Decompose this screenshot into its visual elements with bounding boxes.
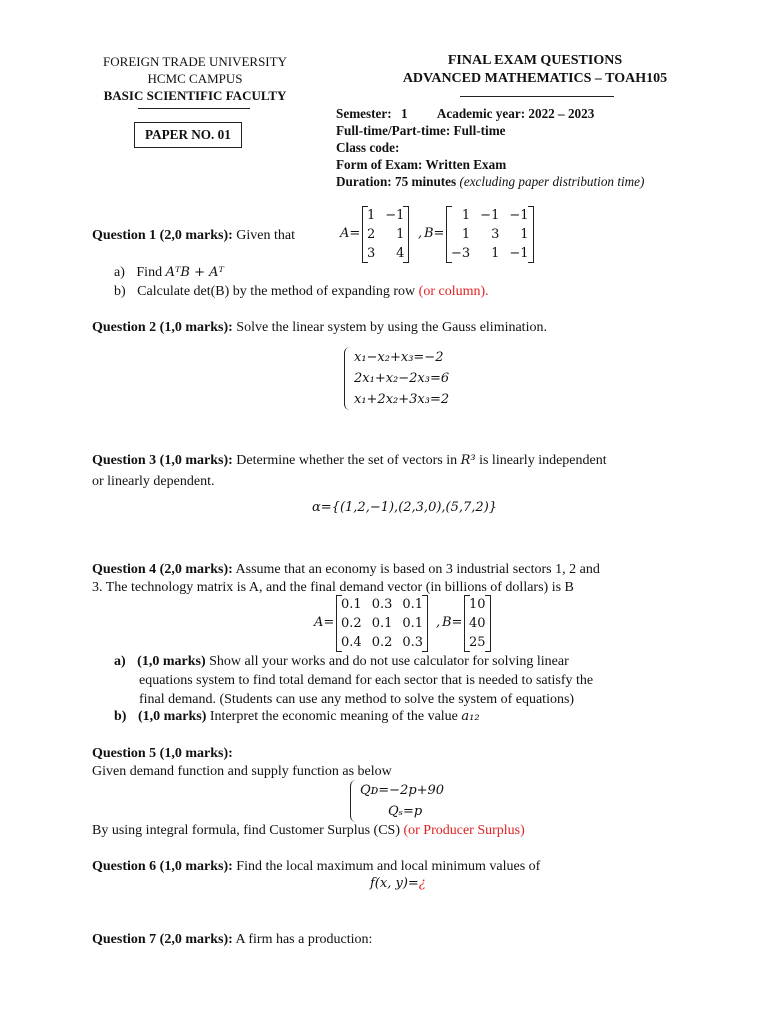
q3-space: R³ bbox=[460, 453, 476, 468]
matrix-cell: 4 bbox=[396, 246, 405, 261]
q1-matrix-a-name: A= bbox=[340, 226, 361, 241]
form-line: Form of Exam: Written Exam bbox=[336, 157, 507, 172]
q2-eq1: x₁−x₂+x₃=−2 bbox=[354, 350, 444, 365]
matrix-cell: −1 bbox=[480, 208, 500, 223]
q6-text: Find the local maximum and local minimum values of bbox=[236, 859, 541, 874]
q5-red-note: (or Producer Surplus) bbox=[403, 823, 525, 838]
matrix-cell: −1 bbox=[509, 208, 529, 223]
q6-func: f(x, y)= bbox=[370, 876, 419, 891]
matrix-cell: 1 bbox=[461, 227, 471, 242]
paper-number: PAPER NO. 01 bbox=[145, 127, 231, 142]
q1-part-a-expr: AᵀB + Aᵀ bbox=[165, 265, 224, 280]
mode-line: Full-time/Part-time: Full-time bbox=[336, 123, 506, 138]
q4-stem bbox=[92, 560, 742, 579]
matrix-cell: 0.1 bbox=[371, 616, 393, 631]
q4-matrix-b-name: B= bbox=[442, 615, 463, 630]
matrix-cell: 0.3 bbox=[402, 635, 424, 650]
matrix-cell: −1 bbox=[385, 208, 405, 223]
q3-text1: Determine whether the set of vectors in bbox=[236, 453, 458, 468]
semester-label: Semester: bbox=[336, 106, 392, 121]
q3-vector-set: α={(1,2,−1),(2,3,0),(5,7,2)} bbox=[312, 500, 498, 515]
q4-part-a-text1: Show all your works and do not use calculator for solving linear bbox=[209, 654, 569, 669]
q6-label: Question 6 (1,0 marks): bbox=[92, 859, 233, 874]
q1-part-b bbox=[114, 282, 489, 301]
q4-part-a-line2: equations system to find total demand for each sector that is needed to satisfy the bbox=[139, 673, 594, 688]
q2-eq2: 2x₁+x₂−2x₃=6 bbox=[354, 371, 450, 386]
header-left-rule bbox=[138, 108, 250, 109]
q2-system bbox=[354, 347, 449, 410]
q6-stem bbox=[92, 857, 540, 876]
matrix-cell: −3 bbox=[451, 246, 471, 261]
matrix-cell: 1 bbox=[367, 208, 376, 223]
q3-line2: or linearly dependent. bbox=[92, 474, 215, 489]
faculty-name: BASIC SCIENTIFIC FACULTY bbox=[103, 88, 287, 103]
q4-part-a-label: (1,0 marks) bbox=[137, 654, 206, 669]
q4-part-b-label: (1,0 marks) bbox=[137, 709, 207, 724]
q5-supply: Qₛ=p bbox=[388, 804, 423, 819]
q1-part-b-text: Calculate det(B) by the method of expanding row bbox=[137, 284, 416, 299]
semester-value: 1 bbox=[400, 106, 408, 121]
q4-part-b-text: Interpret the economic meaning of the value bbox=[209, 709, 458, 724]
q1-comma: , bbox=[418, 226, 423, 241]
duration-note: (excluding paper distribution time) bbox=[459, 174, 645, 189]
matrix-cell: 3 bbox=[367, 246, 376, 261]
matrix-cell: 40 bbox=[469, 616, 486, 631]
matrix-cell: 1 bbox=[491, 246, 500, 261]
q4-matrix-b bbox=[464, 595, 491, 652]
q5-system bbox=[360, 780, 444, 822]
q7-label: Question 7 (2,0 marks): bbox=[92, 932, 233, 947]
q1-part-a-text: Find bbox=[136, 265, 163, 280]
q2-stem bbox=[92, 318, 547, 337]
q1-label: Question 1 (2,0 marks): bbox=[92, 228, 233, 243]
exam-title: FINAL EXAM QUESTIONS bbox=[447, 53, 623, 68]
q4-part-b bbox=[114, 707, 480, 726]
matrix-cell: 0.1 bbox=[341, 597, 362, 612]
q2-text: Solve the linear system by using the Gauss elimination. bbox=[236, 320, 547, 335]
semester-line bbox=[336, 105, 736, 122]
university-name: FOREIGN TRADE UNIVERSITY bbox=[103, 54, 287, 69]
q5-demand: Qᴅ=−2p+90 bbox=[360, 783, 445, 798]
academic-year: Academic year: 2022 – 2023 bbox=[436, 106, 595, 121]
q1-matrix-b bbox=[446, 206, 534, 263]
q3-text2: is linearly independent bbox=[479, 453, 607, 468]
header-left bbox=[75, 53, 315, 104]
q3-stem bbox=[92, 451, 732, 470]
q1-matrix-a bbox=[362, 206, 409, 263]
q3-label: Question 3 (1,0 marks): bbox=[92, 453, 233, 468]
matrix-cell: −1 bbox=[509, 246, 529, 261]
q4-part-a bbox=[114, 652, 714, 709]
q4-line2: 3. The technology matrix is A, and the final demand vector (in billions of dollars) is B bbox=[92, 580, 574, 595]
q4-label: Question 4 (2,0 marks): bbox=[92, 562, 233, 577]
paper-number-box bbox=[134, 122, 242, 148]
q4-matrix-a-name: A= bbox=[314, 615, 335, 630]
matrix-cell: 1 bbox=[396, 227, 405, 242]
duration-line bbox=[336, 173, 736, 190]
q5-text: Given demand function and supply function as below bbox=[92, 764, 392, 779]
q5-text2: By using integral formula, find Customer Surplus (CS) bbox=[92, 823, 400, 838]
q6-function bbox=[370, 876, 426, 891]
q1-part-b-red: (or column). bbox=[418, 284, 489, 299]
q1-stem bbox=[92, 226, 295, 245]
q2-label: Question 2 (1,0 marks): bbox=[92, 320, 233, 335]
q7-text: A firm has a production: bbox=[235, 932, 373, 947]
matrix-cell: 0.4 bbox=[341, 635, 362, 650]
header-right bbox=[340, 52, 730, 88]
matrix-cell: 0.3 bbox=[371, 597, 393, 612]
q4-part-a-line3: final demand. (Students can use any method to solve the system of equations) bbox=[139, 692, 575, 707]
q4-part-b-marker: b) bbox=[114, 709, 127, 724]
q4-part-a-marker: a) bbox=[114, 654, 126, 669]
q1-text: Given that bbox=[236, 228, 295, 243]
class-code-line: Class code: bbox=[336, 140, 400, 155]
q4-text1: Assume that an economy is based on 3 industrial sectors 1, 2 and bbox=[235, 562, 600, 577]
exam-meta bbox=[336, 105, 736, 190]
q5-instruction bbox=[92, 821, 525, 840]
q4-part-b-symbol: a₁₂ bbox=[461, 709, 480, 724]
matrix-cell: 0.1 bbox=[402, 597, 424, 612]
q4-comma: , bbox=[436, 615, 441, 630]
matrix-cell: 0.1 bbox=[402, 616, 424, 631]
q1-part-a bbox=[114, 263, 224, 282]
matrix-cell: 3 bbox=[491, 227, 500, 242]
q1-part-a-marker: a) bbox=[114, 265, 125, 280]
course-title: ADVANCED MATHEMATICS – TOAH105 bbox=[402, 71, 668, 86]
q1-matrix-b-name: B= bbox=[424, 226, 445, 241]
matrix-cell: 0.2 bbox=[371, 635, 393, 650]
campus-name: HCMC CAMPUS bbox=[147, 71, 243, 86]
q5-label: Question 5 (1,0 marks): bbox=[92, 746, 233, 761]
q4-matrix-a bbox=[336, 595, 428, 652]
q6-func-red: ¿ bbox=[418, 876, 426, 891]
q1-part-b-marker: b) bbox=[114, 284, 126, 299]
q4-part-a-line1 bbox=[114, 652, 714, 671]
q7-stem bbox=[92, 930, 372, 949]
q1-matrix-a-body bbox=[362, 206, 409, 263]
matrix-cell: 10 bbox=[469, 597, 486, 612]
matrix-cell: 1 bbox=[461, 208, 471, 223]
matrix-cell: 2 bbox=[367, 227, 376, 242]
q2-eq3: x₁+2x₂+3x₃=2 bbox=[354, 392, 450, 407]
duration: Duration: 75 minutes bbox=[336, 174, 457, 189]
header-right-rule bbox=[460, 96, 614, 97]
matrix-cell: 1 bbox=[520, 227, 529, 242]
matrix-cell: 0.2 bbox=[341, 616, 362, 631]
matrix-cell: 25 bbox=[469, 635, 486, 650]
